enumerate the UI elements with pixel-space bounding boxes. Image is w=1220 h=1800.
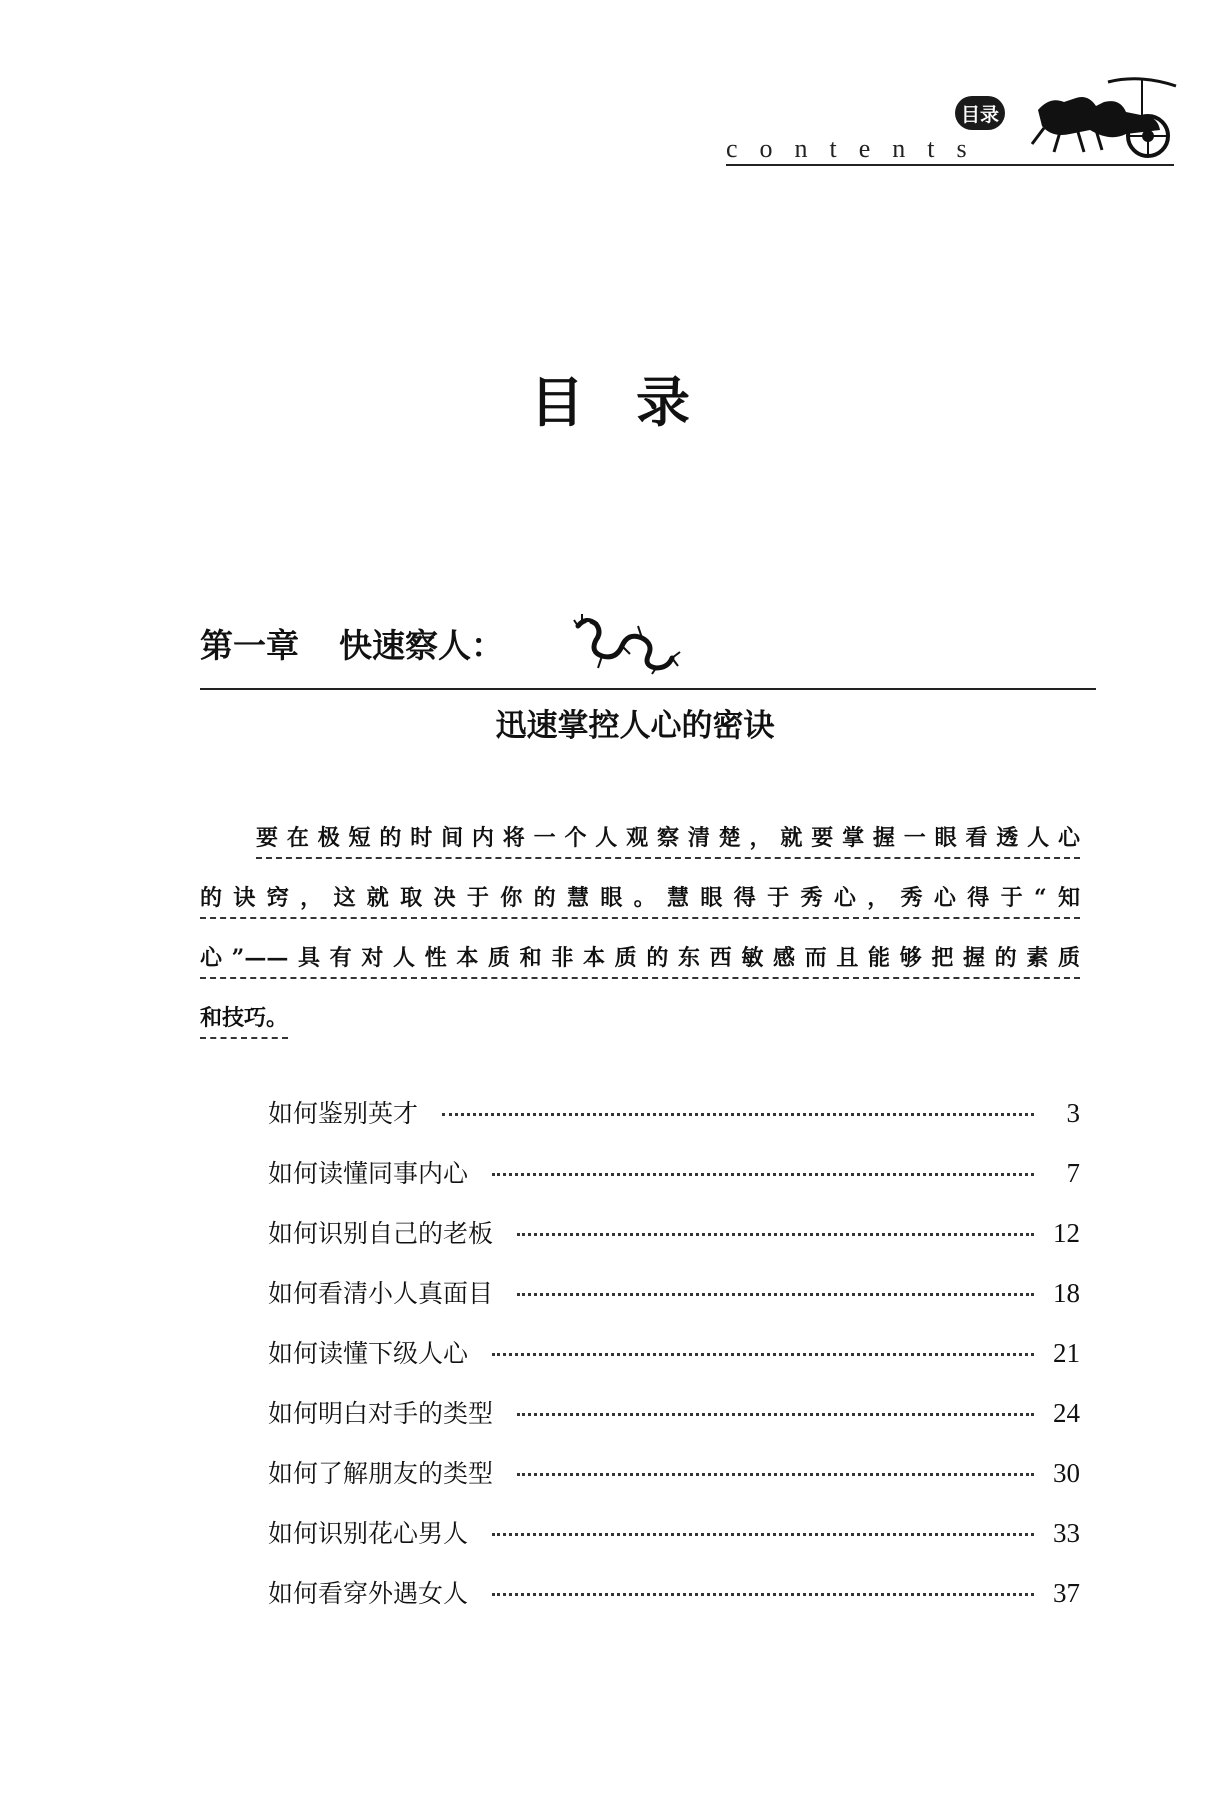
header-contents-label: contents [726, 134, 989, 163]
toc-entry-title: 如何识别自己的老板 [268, 1219, 494, 1248]
toc-leader-dots [517, 1232, 1034, 1236]
toc-list [268, 1094, 1080, 1634]
toc-entry[interactable] [268, 1334, 1080, 1394]
toc-entry-title: 如何读懂同事内心 [268, 1159, 469, 1188]
page-title: 目录 [530, 371, 742, 434]
intro-line [200, 868, 1080, 928]
intro-line [200, 928, 1080, 988]
dragon-icon [572, 612, 682, 676]
toc-leader-dots [492, 1532, 1034, 1536]
toc-leader-dots [442, 1112, 1034, 1116]
chapter-intro [200, 808, 1080, 1048]
intro-line [200, 808, 1080, 868]
toc-entry[interactable] [268, 1394, 1080, 1454]
toc-leader-dots [492, 1172, 1034, 1176]
toc-entry-page: 37 [1053, 1578, 1080, 1608]
toc-leader-dots [517, 1412, 1034, 1416]
toc-leader-dots [492, 1352, 1034, 1356]
toc-entry[interactable] [268, 1454, 1080, 1514]
toc-entry[interactable] [268, 1574, 1080, 1634]
toc-leader-dots [492, 1592, 1034, 1596]
toc-entry-page: 21 [1053, 1338, 1080, 1368]
toc-entry[interactable] [268, 1274, 1080, 1334]
toc-entry-title: 如何识别花心男人 [268, 1519, 469, 1548]
toc-entry-title: 如何看清小人真面目 [268, 1279, 494, 1308]
intro-line-text: 心”——具有对人性本质和非本质的东西敏感而且能够把握的素质 [200, 941, 1080, 979]
toc-entry-page: 12 [1053, 1218, 1080, 1248]
toc-entry-page: 3 [1066, 1098, 1080, 1128]
header-divider [726, 164, 1174, 166]
toc-entry-page: 30 [1053, 1458, 1080, 1488]
toc-entry[interactable] [268, 1514, 1080, 1574]
intro-line-text: 的诀窍，这就取决于你的慧眼。慧眼得于秀心，秀心得于“知 [200, 881, 1080, 919]
toc-entry-title: 如何了解朋友的类型 [268, 1459, 494, 1488]
intro-line [200, 988, 1080, 1048]
chapter-title: 快速察人： [339, 626, 504, 665]
toc-entry-page: 7 [1066, 1158, 1080, 1188]
chapter-heading [200, 620, 504, 667]
toc-entry-page: 33 [1053, 1518, 1080, 1548]
toc-entry-page: 24 [1053, 1398, 1080, 1428]
chariot-illustration [1030, 72, 1180, 162]
toc-entry-title: 如何鉴别英才 [268, 1099, 419, 1128]
toc-entry-title: 如何看穿外遇女人 [268, 1579, 469, 1608]
toc-entry-title: 如何读懂下级人心 [268, 1339, 469, 1368]
toc-entry[interactable] [268, 1094, 1080, 1154]
header-badge: 目录 [955, 96, 1005, 130]
toc-entry-title: 如何明白对手的类型 [268, 1399, 494, 1428]
toc-leader-dots [517, 1292, 1034, 1296]
intro-line-text: 要在极短的时间内将一个人观察清楚，就要掌握一眼看透人心 [256, 821, 1080, 859]
intro-line-text: 和技巧。 [200, 1001, 288, 1039]
toc-entry[interactable] [268, 1154, 1080, 1214]
chapter-divider [200, 688, 1096, 690]
chapter-number: 第一章 [200, 626, 299, 665]
toc-leader-dots [517, 1472, 1034, 1476]
toc-entry-page: 18 [1053, 1278, 1080, 1308]
toc-entry[interactable] [268, 1214, 1080, 1274]
chapter-subtitle: 迅速掌控人心的密诀 [495, 708, 775, 744]
